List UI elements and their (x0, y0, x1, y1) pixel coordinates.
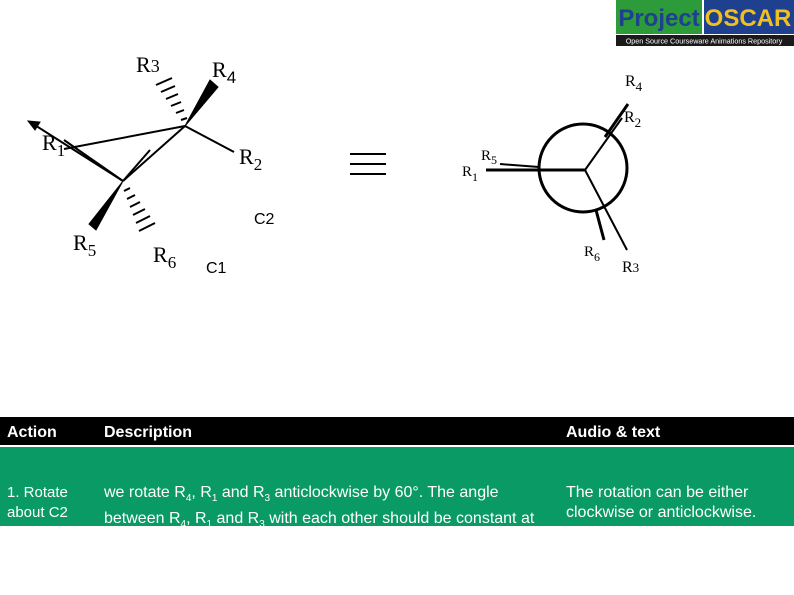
table-row (0, 447, 794, 554)
header-description: Description (104, 424, 193, 441)
newman-label-r5: $R_5$ (481, 148, 498, 167)
header-action: Action (7, 424, 57, 441)
c2-r2-bond (185, 126, 234, 152)
c2-r4-wedge (185, 80, 218, 126)
newman-projection (486, 104, 628, 250)
c1-c2-bond (123, 126, 185, 181)
label-r2: $R_2$ (239, 144, 263, 174)
c1-r6-hash (124, 188, 155, 231)
sawhorse-labels (42, 52, 275, 277)
header-audio: Audio & text (566, 424, 661, 441)
newman-label-r4: $R_4$ (625, 73, 643, 94)
row-audio: The rotation can be either clockwise or anticlockwise. (566, 484, 757, 521)
table-header-row (0, 417, 794, 447)
c2-r1-bond (64, 126, 185, 149)
equivalence-symbol (350, 154, 386, 174)
label-r1: $R_1$ (42, 130, 66, 160)
action-table (0, 417, 794, 554)
rotation-arrow-head (28, 121, 40, 130)
row-action: 1. Rotate about C2 (7, 484, 68, 521)
newman-back-r5 (500, 164, 539, 167)
newman-back-r6 (596, 210, 604, 240)
newman-labels (462, 73, 643, 276)
label-c2: C2 (254, 211, 275, 228)
c1-r5-wedge (89, 181, 123, 230)
logo-word1: Project (618, 5, 700, 32)
newman-label-r1: $R_1$ (462, 164, 479, 184)
label-r5: $R_5$ (73, 230, 97, 260)
newman-label-r2: $R_2$ (624, 109, 642, 130)
logo-word2: OSCAR (704, 5, 792, 32)
c1-r2-ghost (123, 150, 150, 181)
newman-label-r3: R3 (622, 259, 640, 276)
label-r3: R3 (136, 52, 160, 77)
c2-r3-hash (156, 78, 187, 120)
logo-tagline: Open Source Courseware Animations Repository (625, 36, 783, 46)
label-r4: $R_4$ (212, 57, 237, 87)
label-c1: C1 (206, 260, 227, 277)
row-description: we rotate $R_4$, $R_1$ and $R_3$ anticlockwise by 60°. The angle between $R_4$, $R_1$ and $R_3$ with each other should be constant at 120°. (104, 484, 535, 554)
newman-label-r6: $R_6$ (584, 244, 601, 264)
newman-circle (539, 124, 627, 212)
label-r6: $R_6$ (153, 242, 177, 272)
